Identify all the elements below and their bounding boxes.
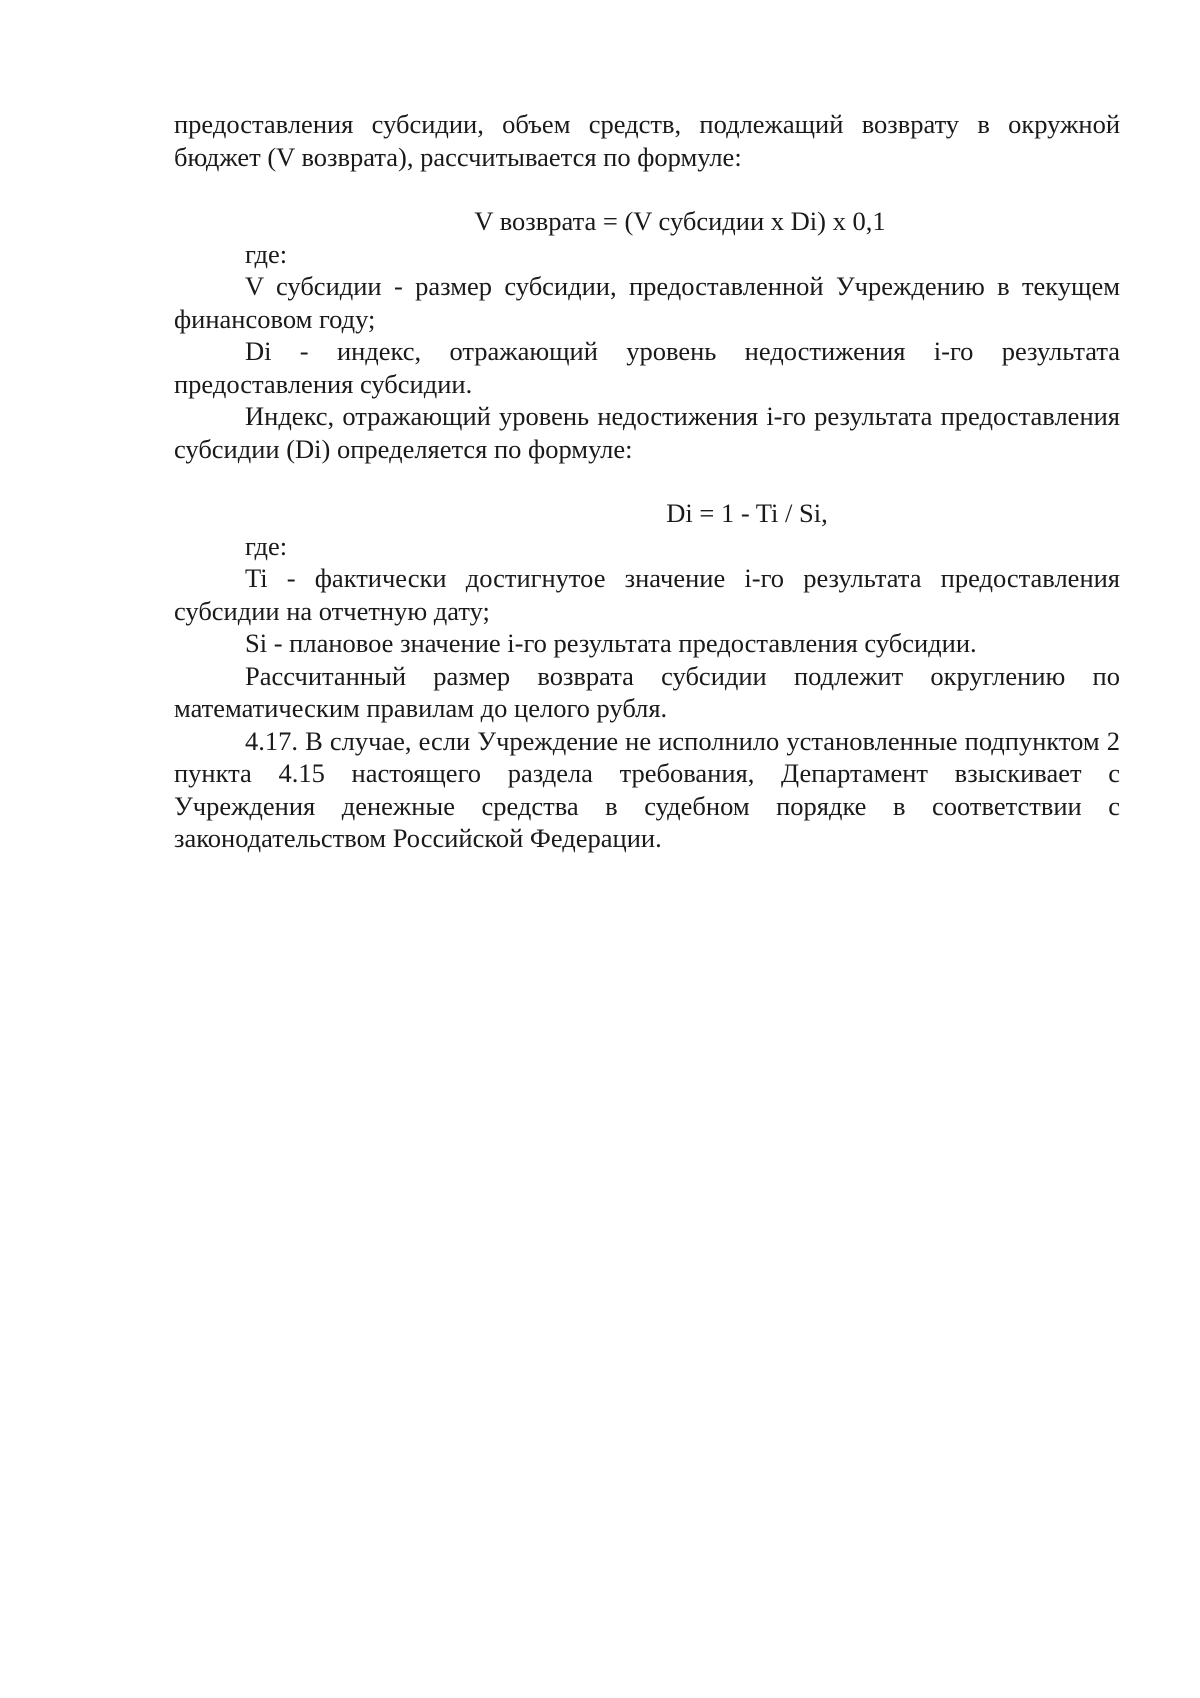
paragraph-where-2: где:	[245, 530, 288, 561]
paragraph-index-intro: Индекс, отражающий уровень недостижения i-го результата предоставления субсидии (Di) определяется по формуле:	[174, 401, 1120, 464]
document-page	[174, 108, 1120, 855]
paragraph-4-17: 4.17. В случае, если Учреждение не исполнило установленные подпунктом 2 пункта 4.15 настоящего раздела требования, Департамент взыскивает с Учреждения денежные средства в судебном порядке в соответствии с законодательством Российской Федерации.	[174, 725, 1120, 853]
paragraph-si-definition: Si - плановое значение i-го результата предоставления субсидии.	[245, 628, 977, 658]
formula-v-return: V возврата = (V субсидии x Di) x 0,1	[474, 206, 886, 236]
paragraph-rounding: Рассчитанный размер возврата субсидии подлежит округлению по математическим правилам до целого рубля.	[174, 660, 1120, 723]
formula-di: Di = 1 - Ti / Si,	[666, 498, 828, 528]
paragraph-ti-definition: Ti - фактически достигнутое значение i-го результата предоставления субсидии на отчетную дату;	[174, 563, 1120, 626]
paragraph-return-volume: предоставления субсидии, объем средств, подлежащий возврату в окружной бюджет (V возврата), рассчитывается по формуле:	[174, 109, 1120, 172]
paragraph-where-1: где:	[245, 238, 288, 269]
paragraph-v-subsidy-definition: V субсидии - размер субсидии, предоставленной Учреждению в текущем финансовом году;	[174, 271, 1120, 334]
paragraph-di-definition: Di - индекс, отражающий уровень недостижения i-го результата предоставления субсидии.	[174, 336, 1120, 399]
